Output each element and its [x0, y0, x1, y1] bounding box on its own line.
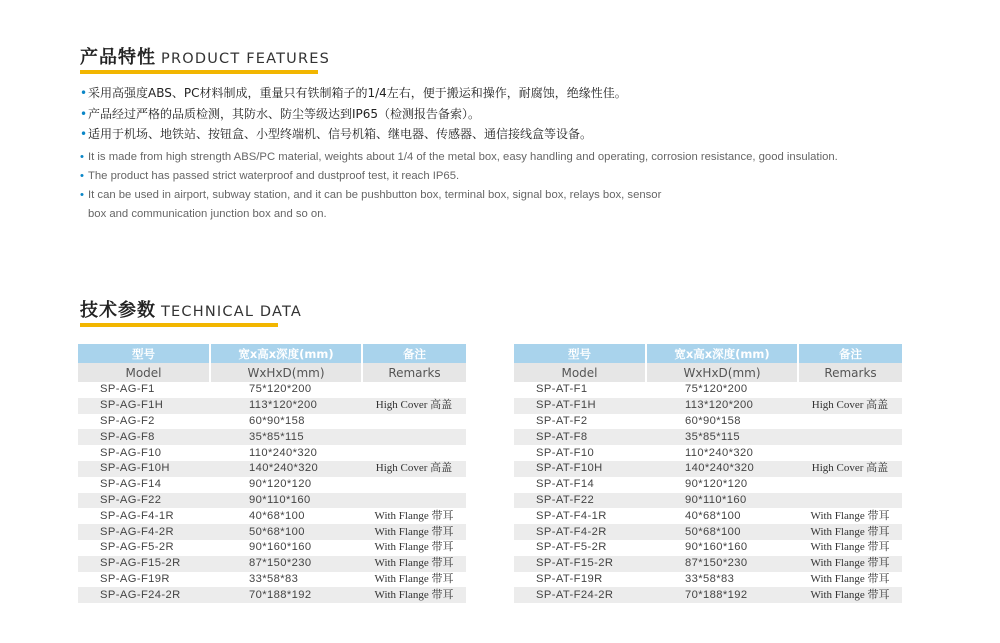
table-row	[514, 382, 902, 398]
model-cell: SP-AG-F5-2R	[100, 541, 175, 554]
table-row	[514, 540, 902, 556]
remarks-cell	[798, 382, 902, 398]
spec-table-right	[514, 344, 902, 603]
features-title-underline	[80, 70, 318, 74]
model-cell: SP-AG-F24-2R	[78, 587, 210, 603]
features-cn-list	[80, 83, 627, 145]
remarks-cell: With Flange 带耳	[374, 541, 454, 554]
dimensions-cell: 87*150*230	[646, 556, 798, 572]
dimensions-cell: 35*85*115	[646, 429, 798, 445]
dimensions-cell: 140*240*320	[646, 461, 798, 477]
table-row	[514, 508, 902, 524]
model-cell: SP-AT-F4-2R	[514, 524, 646, 540]
model-cell: SP-AT-F15-2R	[514, 556, 646, 572]
table-row	[78, 587, 466, 603]
header-model-cn: 型号	[78, 344, 210, 363]
dimensions-cell: 60*90*158	[685, 414, 741, 427]
remarks-cell	[798, 493, 902, 509]
remarks-cell	[362, 429, 466, 445]
dimensions-cell: 110*240*320	[685, 446, 754, 459]
dimensions-cell: 33*58*83	[249, 572, 299, 585]
model-cell: SP-AG-F14	[100, 478, 162, 491]
dimensions-cell: 110*240*320	[249, 446, 318, 459]
header-remarks-en: Remarks	[362, 363, 466, 382]
remarks-cell: With Flange 带耳	[798, 587, 902, 603]
table-row	[78, 508, 466, 524]
remarks-cell	[798, 429, 902, 445]
remarks-cell: With Flange 带耳	[798, 556, 902, 572]
remarks-cell: With Flange 带耳	[810, 509, 890, 522]
table-header-cn-row	[514, 344, 902, 363]
remarks-cell	[362, 382, 466, 398]
remarks-cell	[798, 414, 902, 430]
remarks-cell	[362, 414, 466, 430]
table-row	[514, 429, 902, 445]
table-row	[78, 398, 466, 414]
features-en-item: • The product has passed strict waterproof and dustproof test, it reach IP65.	[80, 167, 838, 186]
model-cell: SP-AG-F15-2R	[78, 556, 210, 572]
table-row	[78, 572, 466, 588]
model-cell: SP-AT-F5-2R	[536, 541, 607, 554]
dimensions-cell: 40*68*100	[249, 509, 305, 522]
table-header-en-row	[78, 363, 466, 382]
dimensions-cell: 33*58*83	[685, 572, 735, 585]
model-cell: SP-AT-F4-1R	[536, 509, 607, 522]
features-cn-item: • 产品经过严格的品质检测，其防水、防尘等级达到IP65（检测报告备索）。	[80, 104, 627, 125]
remarks-cell: With Flange 带耳	[374, 572, 454, 585]
table-row	[78, 429, 466, 445]
header-remarks-cn: 备注	[362, 344, 466, 363]
dimensions-cell: 90*110*160	[646, 493, 798, 509]
table-row	[514, 445, 902, 461]
table-row	[78, 461, 466, 477]
model-cell: SP-AT-F24-2R	[514, 587, 646, 603]
model-cell: SP-AT-F14	[536, 478, 595, 491]
model-cell: SP-AT-F2	[536, 414, 588, 427]
model-cell: SP-AG-F10H	[78, 461, 210, 477]
header-model-cn: 型号	[514, 344, 646, 363]
model-cell: SP-AG-F10	[100, 446, 162, 459]
dimensions-cell: 113*120*200	[210, 398, 362, 414]
remarks-cell	[798, 477, 902, 493]
dimensions-cell: 40*68*100	[685, 509, 741, 522]
model-cell: SP-AT-F10	[536, 446, 595, 459]
table-row	[514, 572, 902, 588]
features-en-item: • It is made from high strength ABS/PC material, weights about 1/4 of the metal box, easy handling and operating, corrosion resistance, good insulation.	[80, 148, 838, 167]
spec-table-left	[78, 344, 466, 603]
model-cell: SP-AT-F1	[536, 383, 588, 396]
remarks-cell: With Flange 带耳	[810, 572, 890, 585]
dimensions-cell: 90*120*120	[249, 478, 312, 491]
model-cell: SP-AT-F22	[514, 493, 646, 509]
technical-title	[80, 296, 302, 322]
table-row	[78, 524, 466, 540]
header-dims-cn: 宽x高x深度(mm)	[646, 344, 798, 363]
dimensions-cell: 90*160*160	[249, 541, 312, 554]
table-row	[514, 556, 902, 572]
model-cell: SP-AG-F22	[78, 493, 210, 509]
header-model-en: Model	[78, 363, 210, 382]
features-en-list	[80, 148, 838, 224]
features-cn-item: • 适用于机场、地铁站、按钮盒、小型终端机、信号机箱、继电器、传感器、通信接线盒等设备。	[80, 124, 627, 145]
technical-title-cn: 技术参数	[80, 300, 156, 321]
features-en-item-continuation: box and communication junction box and so on.	[88, 208, 327, 220]
table-row	[78, 382, 466, 398]
model-cell: SP-AG-F19R	[100, 572, 170, 585]
dimensions-cell: 75*120*200	[249, 383, 312, 396]
table-row	[514, 524, 902, 540]
table-row	[78, 477, 466, 493]
dimensions-cell: 75*120*200	[685, 383, 748, 396]
table-row	[78, 556, 466, 572]
table-row	[78, 445, 466, 461]
table-row	[514, 493, 902, 509]
features-title	[80, 43, 330, 69]
table-row	[514, 587, 902, 603]
model-cell: SP-AT-F10H	[514, 461, 646, 477]
model-cell: SP-AG-F4-2R	[78, 524, 210, 540]
remarks-cell	[362, 445, 466, 461]
model-cell: SP-AG-F4-1R	[100, 509, 175, 522]
dimensions-cell: 90*160*160	[685, 541, 748, 554]
header-model-en: Model	[514, 363, 646, 382]
table-row	[78, 414, 466, 430]
technical-title-underline	[80, 323, 278, 327]
table-row	[78, 493, 466, 509]
dimensions-cell: 113*120*200	[646, 398, 798, 414]
header-remarks-en: Remarks	[798, 363, 902, 382]
model-cell: SP-AG-F8	[78, 429, 210, 445]
remarks-cell	[362, 493, 466, 509]
table-header-cn-row	[78, 344, 466, 363]
remarks-cell	[798, 445, 902, 461]
table-row	[78, 540, 466, 556]
remarks-cell: High Cover 高盖	[362, 461, 466, 477]
remarks-cell: With Flange 带耳	[362, 556, 466, 572]
model-cell: SP-AG-F2	[100, 414, 155, 427]
remarks-cell: High Cover 高盖	[798, 461, 902, 477]
dimensions-cell: 87*150*230	[210, 556, 362, 572]
table-header-en-row	[514, 363, 902, 382]
remarks-cell: With Flange 带耳	[362, 587, 466, 603]
dimensions-cell: 70*188*192	[210, 587, 362, 603]
table-row	[514, 461, 902, 477]
header-dims-en: WxHxD(mm)	[210, 363, 362, 382]
table-row	[514, 398, 902, 414]
header-remarks-cn: 备注	[798, 344, 902, 363]
remarks-cell	[362, 477, 466, 493]
remarks-cell: With Flange 带耳	[810, 541, 890, 554]
model-cell: SP-AT-F8	[514, 429, 646, 445]
remarks-cell: High Cover 高盖	[798, 398, 902, 414]
remarks-cell: With Flange 带耳	[362, 524, 466, 540]
dimensions-cell: 90*110*160	[210, 493, 362, 509]
remarks-cell: High Cover 高盖	[362, 398, 466, 414]
features-en-item: • It can be used in airport, subway station, and it can be pushbutton box, terminal box, signal box, relays box, sensor	[80, 186, 838, 205]
remarks-cell: With Flange 带耳	[798, 524, 902, 540]
features-cn-item: • 采用高强度ABS、PC材料制成，重量只有铁制箱子的1/4左右，便于搬运和操作，耐腐蚀，绝缘性佳。	[80, 83, 627, 104]
remarks-cell: With Flange 带耳	[374, 509, 454, 522]
table-row	[514, 477, 902, 493]
dimensions-cell: 70*188*192	[646, 587, 798, 603]
dimensions-cell: 50*68*100	[646, 524, 798, 540]
model-cell: SP-AT-F19R	[536, 572, 603, 585]
dimensions-cell: 50*68*100	[210, 524, 362, 540]
model-cell: SP-AG-F1	[100, 383, 155, 396]
dimensions-cell: 140*240*320	[210, 461, 362, 477]
header-dims-en: WxHxD(mm)	[646, 363, 798, 382]
technical-title-en: TECHNICAL DATA	[161, 304, 303, 320]
header-dims-cn: 宽x高x深度(mm)	[210, 344, 362, 363]
features-title-en: PRODUCT FEATURES	[161, 51, 331, 67]
dimensions-cell: 35*85*115	[210, 429, 362, 445]
dimensions-cell: 90*120*120	[685, 478, 748, 491]
model-cell: SP-AT-F1H	[514, 398, 646, 414]
table-row	[514, 414, 902, 430]
dimensions-cell: 60*90*158	[249, 414, 305, 427]
features-title-cn: 产品特性	[80, 47, 156, 68]
model-cell: SP-AG-F1H	[78, 398, 210, 414]
